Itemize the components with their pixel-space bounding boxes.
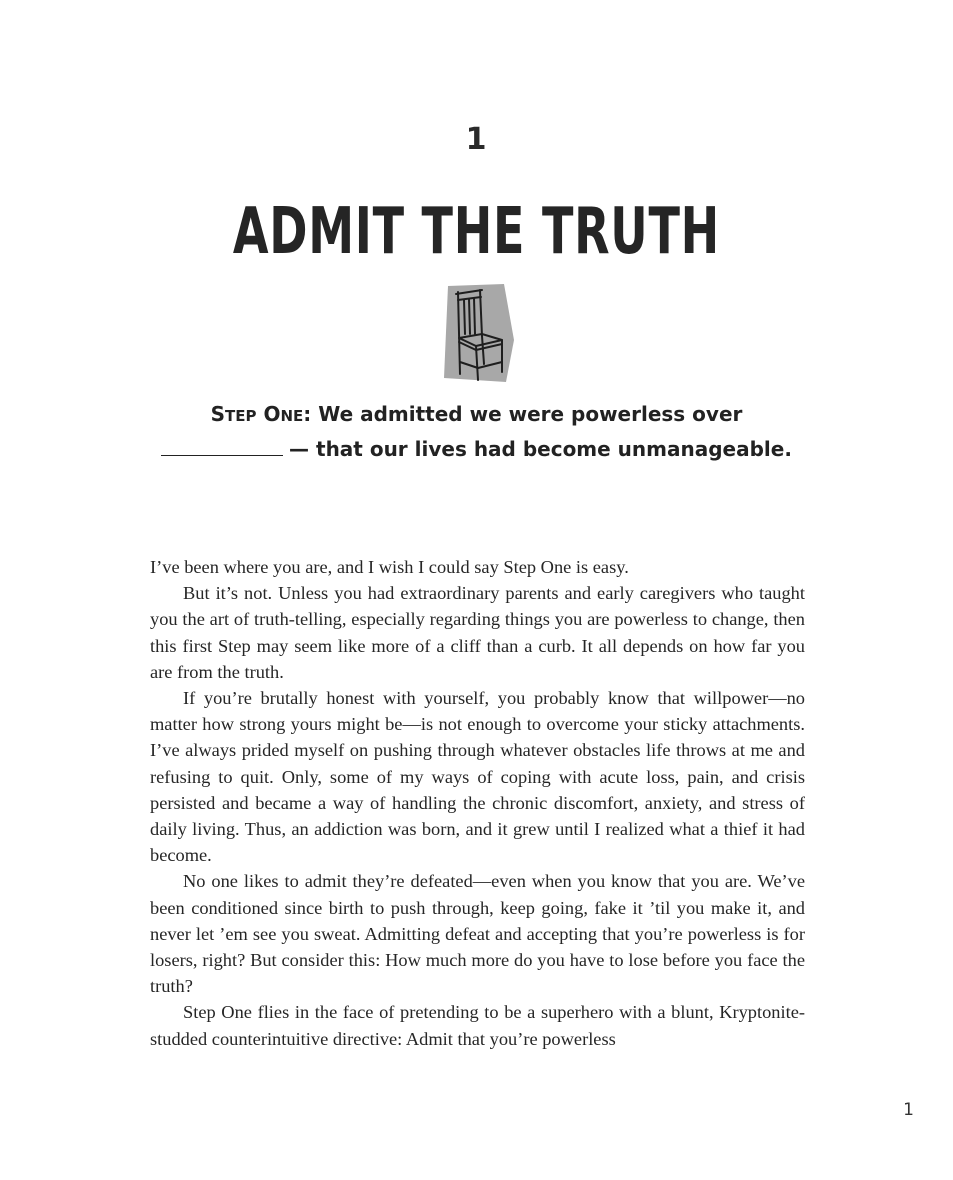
chapter-number: 1: [465, 122, 488, 157]
body-text: [150, 554, 805, 1052]
fill-in-blank: [161, 439, 283, 456]
paragraph: No one likes to admit they’re defeated—even when you know that you are. We’ve been conditioned since birth to push through, keep going, fake it ’til you make it, and never let ’em see you sweat. Admitting defeat and accepting that you’re powerless is for losers, right? But consider this: How much more do you have to lose before you face the truth?: [150, 871, 805, 997]
step-line-2: — that our lives had become unmanageable.: [150, 433, 803, 466]
paragraph: I’ve been where you are, and I wish I could say Step One is easy.: [150, 557, 629, 577]
step-line-1: STEP ONE: We admitted we were powerless over: [210, 402, 743, 426]
page-number: 1: [903, 1100, 914, 1120]
step-statement: [150, 398, 803, 466]
paragraph: But it’s not. Unless you had extraordinary parents and early caregivers who taught you the art of truth-telling, especially regarding things you are powerless to change, then this first Step may seem like more of a cliff than a curb. It all depends on how far you are from the truth.: [150, 583, 805, 682]
chapter-title: ADMIT THE TRUTH: [232, 195, 720, 269]
paragraph: If you’re brutally honest with yourself, you probably know that willpower—no matter how strong yours might be—is not enough to overcome your sticky attachments. I’ve always prided myself on pushing through whatever obstacles life throws at me and refusing to quit. Only, some of my ways of coping with acute loss, pain, and crisis persisted and became a way of handling the chronic discomfort, anxiety, and stress of daily living. Thus, an addiction was born, and it grew until I realized what a thief it had become.: [150, 688, 805, 866]
step-label: STEP ONE: [210, 402, 304, 426]
chair-icon: [442, 284, 516, 384]
paragraph: Step One flies in the face of pretending to be a superhero with a blunt, Kryptonite-studded counterintuitive directive: Admit that you’re powerless: [150, 1002, 805, 1049]
